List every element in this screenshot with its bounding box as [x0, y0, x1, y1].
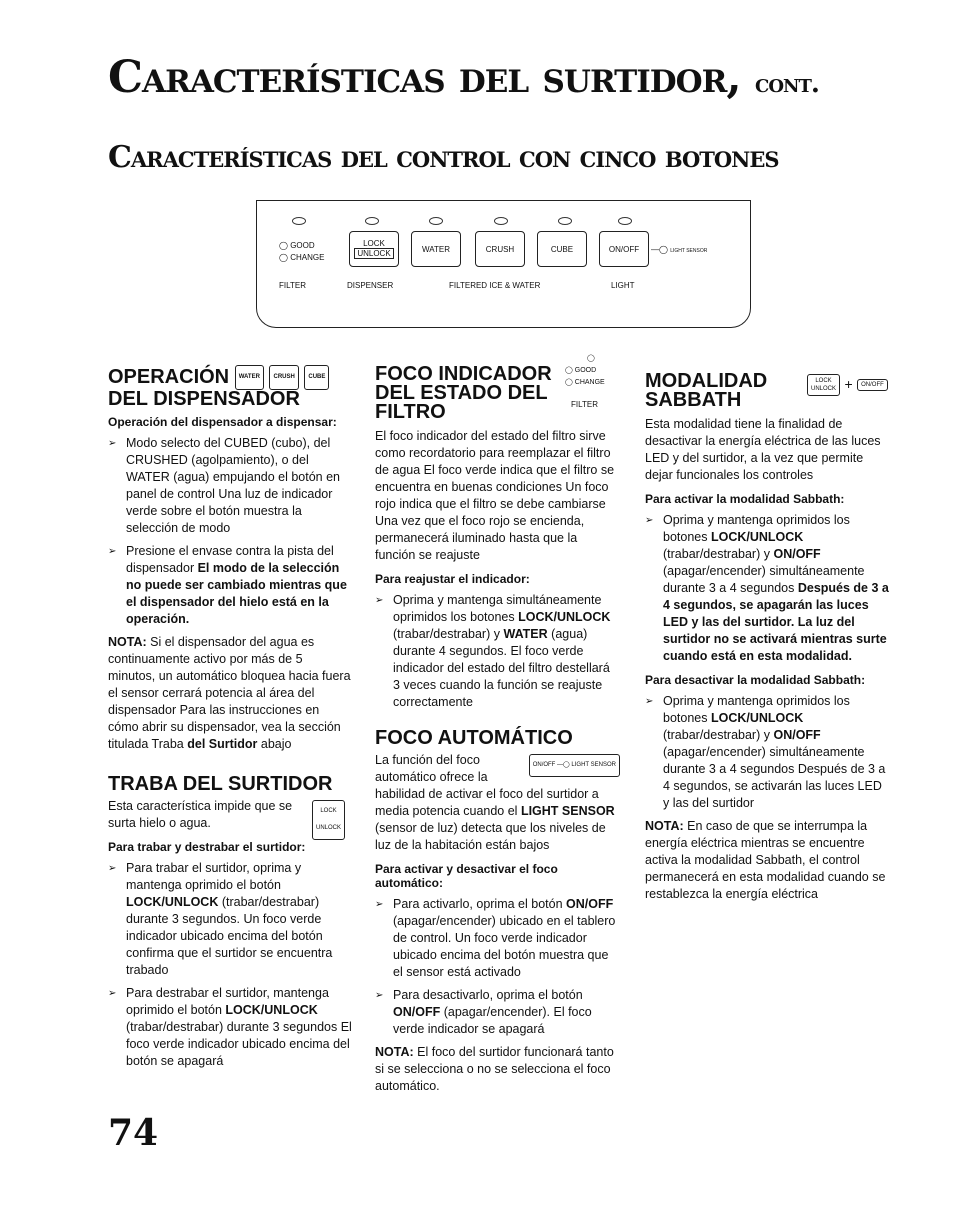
lock-unlock-icon: LOCK UNLOCK [312, 800, 345, 840]
column-filtro [375, 355, 620, 1095]
subheading-desactivar-sabbath: Para desactivar la modalidad Sabbath: [645, 673, 866, 687]
bullet-desactivar: ➢ Para desactivarlo, oprima el botón ON/OFF (apagar/encender). El foco verde indicador se apagará [375, 987, 620, 1038]
crush-led [494, 217, 508, 225]
bullet-destrabar: ➢ Para destrabar el surtidor, mantenga oprimido el botón LOCK/UNLOCK (trabar/destrabar) durante 3 segundos El foco verde indicador ubicado encima del botón se apagará [108, 985, 353, 1070]
heading-filtro: FILTRO [375, 401, 446, 423]
subheading-activar-foco: Para activar y desactivar el foco automático: [375, 862, 558, 890]
nota-foco: NOTA: El foco del surtidor funcionará tanto si se selecciona o no se selecciona el foco automático. [375, 1045, 614, 1093]
subheading-operacion: Operación del dispensador a dispensar: [108, 415, 337, 429]
column-sabbath [645, 372, 890, 903]
heading-sabbath: SABBATH [645, 389, 742, 411]
heading-foco-automatico: FOCO AUTOMÁTICO [375, 727, 573, 749]
subheading-reajustar: Para reajustar el indicador: [375, 572, 530, 586]
lock-unlock-button[interactable]: LOCK UNLOCK [349, 231, 399, 267]
bullet-desactivar-sabbath: ➢ Oprima y mantenga oprimidos los botones LOCK/UNLOCK (trabar/destrabar) y ON/OFF (apagar/encender) simultáneamente durante 3 a 4 segundos Después de 3 a 4 segundos, se activarán las luces LED y las del surtidor [645, 693, 890, 812]
onoff-icon: ON/OFF [857, 379, 888, 391]
good-label: ◯ GOOD [279, 241, 315, 250]
bullet-mode: ➢ Modo selecto del CUBED (cubo), del CRUSHED (agolpamiento), o del WATER (agua) empujando el botón en panel de control Una luz de indicador verde sobre el botón muestra la selección de modo [108, 435, 353, 537]
bullet-trabar: ➢ Para trabar el surtidor, oprima y mantenga oprimido el botón LOCK/UNLOCK (trabar/destrabar) durante 3 segundos. Un foco verde indicador ubicado encima del botón confirma que el surtidor se encuentra trabado [108, 860, 353, 979]
cube-icon: CUBE [304, 365, 329, 390]
heading-operacion: OPERACIÓN WATER CRUSH CUBE [108, 365, 353, 390]
change-label: ◯ CHANGE [279, 253, 325, 262]
foco-automatico-description: ON/OFF —◯ LIGHT SENSOR La función del foco automático ofrece la habilidad de activar el foco del surtidor a media potencia cuando el LIGHT SENSOR (sensor de luz) detecta que los niveles de luz de la habitación están bajos [375, 752, 620, 854]
crush-icon: CRUSH [269, 365, 298, 390]
bullet-press: ➢ Presione el envase contra la pista del dispensador El modo de la selección no puede ser cambiado mientras que el dispensador del hielo está en la operación. [108, 543, 353, 628]
crush-button[interactable]: CRUSH [475, 231, 525, 267]
nota-sabbath: NOTA: En caso de que se interrumpa la energía eléctrica mientras se encuentre activa la modalidad Sabbath, el control permanecerá en esta modalidad cuando se restablezca la energía eléctrica [645, 819, 886, 901]
water-icon: WATER [235, 365, 264, 390]
heading-del-estado: DEL ESTADO DEL [375, 382, 548, 404]
filter-label: FILTER [279, 281, 306, 290]
cube-button[interactable]: CUBE [537, 231, 587, 267]
column-dispensador [108, 365, 353, 1070]
page-number: 74 [108, 1112, 159, 1154]
heading-modalidad: MODALIDAD [645, 370, 768, 392]
heading-foco-indicador: FOCO INDICADOR [375, 363, 552, 385]
filter-led [292, 217, 306, 225]
heading-dispensador: DEL DISPENSADOR [108, 388, 300, 410]
light-label: LIGHT [611, 281, 635, 290]
water-led [429, 217, 443, 225]
heading-traba: TRABA DEL SURTIDOR [108, 773, 333, 795]
subheading-activar-sabbath: Para activar la modalidad Sabbath: [645, 492, 845, 506]
subheading-traba: Para trabar y destrabar el surtidor: [108, 840, 306, 854]
section-title: Características del control con cinco botones [108, 140, 779, 175]
onoff-light-icon: ON/OFF —◯ LIGHT SENSOR [529, 754, 620, 777]
onoff-led [618, 217, 632, 225]
page-title: Características del surtidor, cont. [108, 52, 819, 103]
bullet-activar-sabbath: ➢ Oprima y mantenga oprimidos los botones LOCK/UNLOCK (trabar/destrabar) y ON/OFF (apagar/encender) simultáneamente durante 3 a 4 segundos Después de 3 a 4 segundos, se apagarán las luces LED y las del surtidor. La luz del surtidor no se activará mientras surte cuando está en esta modalidad. [645, 512, 890, 665]
nota-dispensador: NOTA: Si el dispensador del agua es continuamente activo por más de 5 minutos, un automático bloquea hacia fuera el sensor cerrará potencia al área del dispensador Para las instrucciones en cómo abrir su dispensador, vea la sección titulada Traba del Surtidor abajo [108, 635, 351, 751]
filtered-label: FILTERED ICE & WATER [449, 281, 541, 290]
heading-sabbath-block [645, 372, 890, 410]
dispenser-label: DISPENSER [347, 281, 394, 290]
sabbath-description: Esta modalidad tiene la finalidad de desactivar la energía eléctrica de las luces LED y del surtidor, a la vez que permite dejar funcionales los controles [645, 417, 881, 482]
lock-unlock-icon: LOCK UNLOCK [807, 374, 840, 396]
onoff-button[interactable]: ON/OFF [599, 231, 649, 267]
bullet-reajustar: ➢ Oprima y mantenga simultáneamente oprimidos los botones LOCK/UNLOCK (trabar/destrabar) y WATER (agua) durante 4 segundos. El foco verde indicador del estado del filtro destellará 3 veces cuando la función se reajuste correctamente [375, 592, 620, 711]
cube-led [558, 217, 572, 225]
sabbath-buttons-icon: LOCK UNLOCK + ON/OFF [807, 374, 888, 396]
light-sensor-icon: —◯ LIGHT SENSOR [651, 245, 708, 254]
lock-led [365, 217, 379, 225]
heading-filtro-block [375, 355, 620, 423]
control-panel-diagram [256, 200, 751, 328]
bullet-activar: ➢ Para activarlo, oprima el botón ON/OFF (apagar/encender) ubicado en el tablero de control. Un foco verde indicador ubicado encima del botón muestra que el sensor está activado [375, 896, 620, 981]
filter-status-icon: ◯ ◯ GOOD ◯ CHANGE FILTER [565, 355, 605, 409]
water-button[interactable]: WATER [411, 231, 461, 267]
traba-intro: Esta característica impide que se surta hielo o agua. LOCK UNLOCK [108, 798, 353, 832]
filtro-description: El foco indicador del estado del filtro sirve como recordatorio para reemplazar el filtro de agua El foco verde indica que el filtro se encuentra en buenas condiciones Un foco rojo indica que el filtro se debe cambiarse Una vez que el foco rojo se encienda, permanecerá iluminado hasta que la función se reajuste [375, 429, 615, 562]
